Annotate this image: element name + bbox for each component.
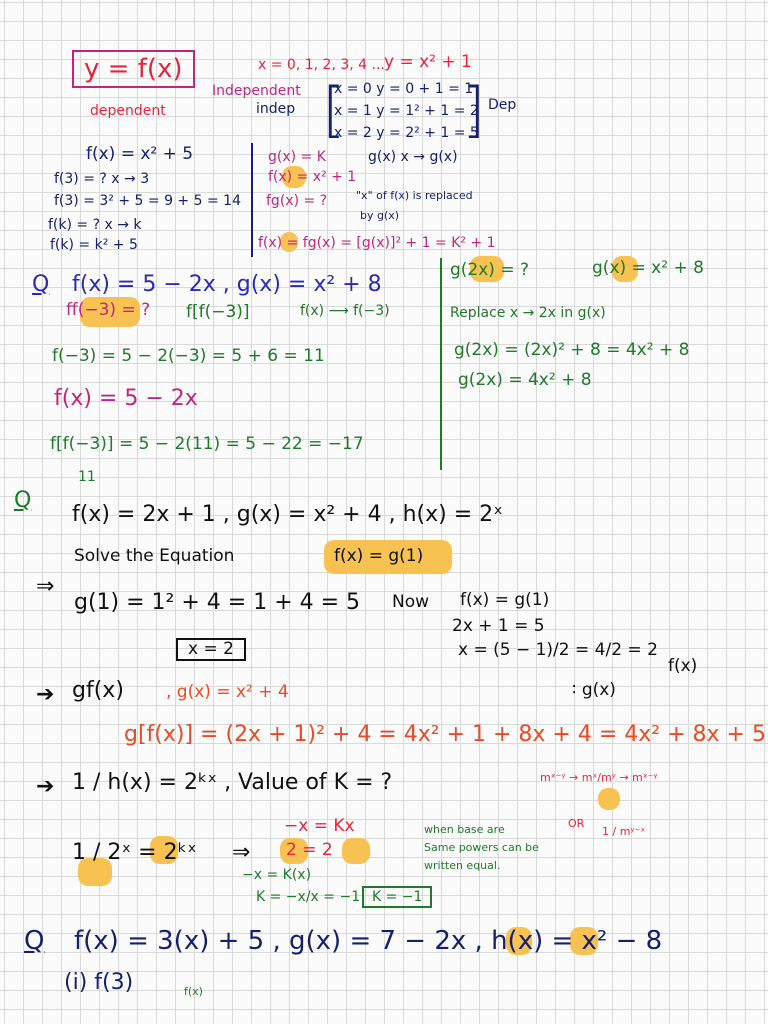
q3-arrow-1: ➔ [36, 774, 55, 799]
q3-solve-2: K = −x/x = −1 [256, 889, 361, 905]
q3-note-1: when base are [424, 823, 505, 836]
q4-fx-tag: f(x) [184, 985, 203, 998]
gx-line-0: g(x) = K [268, 149, 326, 165]
q3-exp-eq: −x = Kx [284, 816, 355, 836]
intro-title: y = f(x) [72, 50, 195, 88]
q3-arrow-2: ⇒ [232, 840, 251, 865]
fx-line-0: f(x) = x² + 5 [86, 144, 194, 164]
q2-fx-note: f(x) [668, 656, 698, 676]
q2-solve: Solve the Equation [74, 546, 235, 566]
q2-gf-result: g[f(x)] = (2x + 1)² + 4 = 4x² + 1 + 8x + 4 = 4x² + 8x + 5 [124, 722, 766, 747]
q4-label: Q [24, 926, 45, 956]
q2-answer: x = 2 [176, 638, 246, 661]
intro-indep: indep [256, 101, 296, 117]
q1-fx: f(x) = 5 − 2x [54, 386, 198, 411]
q2-step1: 2x + 1 = 5 [452, 616, 545, 636]
q2-g1: g(1) = 1² + 4 = 1 + 4 = 5 [74, 590, 361, 615]
fx-line-1: f(3) = ? x → 3 [54, 171, 150, 187]
intro-x-values: x = 0, 1, 2, 3, 4 ... [258, 57, 385, 73]
q2-arrow-1: ⇒ [36, 574, 55, 599]
intro-row-0: x = 0 y = 0 + 1 = 1 [334, 81, 474, 97]
q3-answer: K = −1 [362, 886, 432, 908]
intro-bracket-right: ] [462, 75, 486, 145]
highlight-2-right [342, 838, 370, 864]
q1-ff-ask: ff(−3) = ? [66, 300, 151, 320]
q3-recip: 1 / h(x) = 2ᵏˣ , Value of K = ? [72, 770, 393, 795]
intro-dep: Dep [488, 97, 517, 113]
q4-part1: (i) f(3) [64, 970, 134, 995]
fx-line-3: f(k) = ? x → k [48, 217, 142, 233]
q1-ff-result: f[f(−3)] = 5 − 2(11) = 5 − 22 = −17 [50, 434, 364, 454]
q1-f-bracket: f[f(−3)] [186, 302, 250, 322]
fx-line-2: f(3) = 3² + 5 = 9 + 5 = 14 [54, 193, 241, 209]
q1-g2x-1: g(2x) = (2x)² + 8 = 4x² + 8 [454, 340, 690, 360]
q4-given: f(x) = 3(x) + 5 , g(x) = 7 − 2x , h(x) = x² − 8 [74, 926, 663, 956]
gx-note-1: "x" of f(x) is replaced [356, 189, 473, 202]
q1-given: f(x) = 5 − 2x , g(x) = x² + 8 [72, 272, 382, 297]
q2-now: Now [392, 592, 430, 612]
intro-y-rule: y = x² + 1 [384, 52, 472, 72]
intro-row-1: x = 1 y = 1² + 1 = 2 [334, 103, 479, 119]
q1-f-minus3: f(−3) = 5 − 2(−3) = 5 + 6 = 11 [52, 346, 325, 366]
q3-or: OR [568, 817, 585, 830]
intro-independent: Independent [212, 83, 301, 99]
intro-bracket-left: [ [322, 75, 346, 145]
q3-base-eq: 2 = 2 [286, 840, 333, 860]
q2-gf-label: gf(x) [72, 678, 124, 703]
gx-map: g(x) x → g(x) [368, 149, 458, 165]
q1-replace: Replace x → 2x in g(x) [450, 305, 606, 321]
q2-gf-sub: , g(x) = x² + 4 [166, 682, 289, 702]
divider-line-2 [440, 258, 442, 470]
q1-map: f(x) ⟶ f(−3) [300, 303, 390, 319]
fx-line-4: f(k) = k² + 5 [50, 237, 138, 253]
gx-line-1: f(x) = x² + 1 [268, 169, 357, 185]
divider-line-1 [251, 143, 253, 257]
gx-note-2: by g(x) [360, 209, 400, 222]
q1-gx: g(x) = x² + 8 [592, 258, 704, 278]
highlight-my [598, 788, 620, 810]
q1-g2x-ask: g(2x) = ? [450, 260, 530, 280]
intro-row-2: x = 2 y = 2² + 1 = 5 [334, 125, 479, 141]
q2-now-eq: f(x) = g(1) [460, 590, 550, 610]
q1-eleven: 11 [78, 469, 96, 485]
gx-result: f(x) = fg(x) = [g(x)]² + 1 = K² + 1 [258, 235, 496, 251]
q3-solve-1: −x = K(x) [242, 867, 312, 883]
q1-g2x-2: g(2x) = 4x² + 8 [458, 370, 592, 390]
q3-step: 1 / 2ˣ = 2ᵏˣ [72, 840, 197, 865]
q3-note-3: written equal. [424, 859, 501, 872]
q2-equation: f(x) = g(1) [334, 546, 424, 566]
q3-note-2: Same powers can be [424, 841, 539, 854]
q2-step2: x = (5 − 1)/2 = 4/2 = 2 [458, 640, 658, 660]
q1-label: Q [32, 272, 50, 297]
q2-arrow-2: ➔ [36, 682, 55, 707]
q2-label: Q [14, 488, 32, 513]
q3-power-rule: mˣ⁻ʸ → mˣ/mʸ → mˣ⁻ʸ [540, 771, 658, 784]
q3-power-alt: 1 / mʸ⁻ˣ [602, 825, 646, 838]
intro-dependent: dependent [90, 103, 166, 119]
q2-gf-note: ∶ g(x) [572, 680, 616, 700]
q2-given: f(x) = 2x + 1 , g(x) = x² + 4 , h(x) = 2ˣ [72, 502, 503, 527]
gx-line-2: fg(x) = ? [266, 193, 328, 209]
